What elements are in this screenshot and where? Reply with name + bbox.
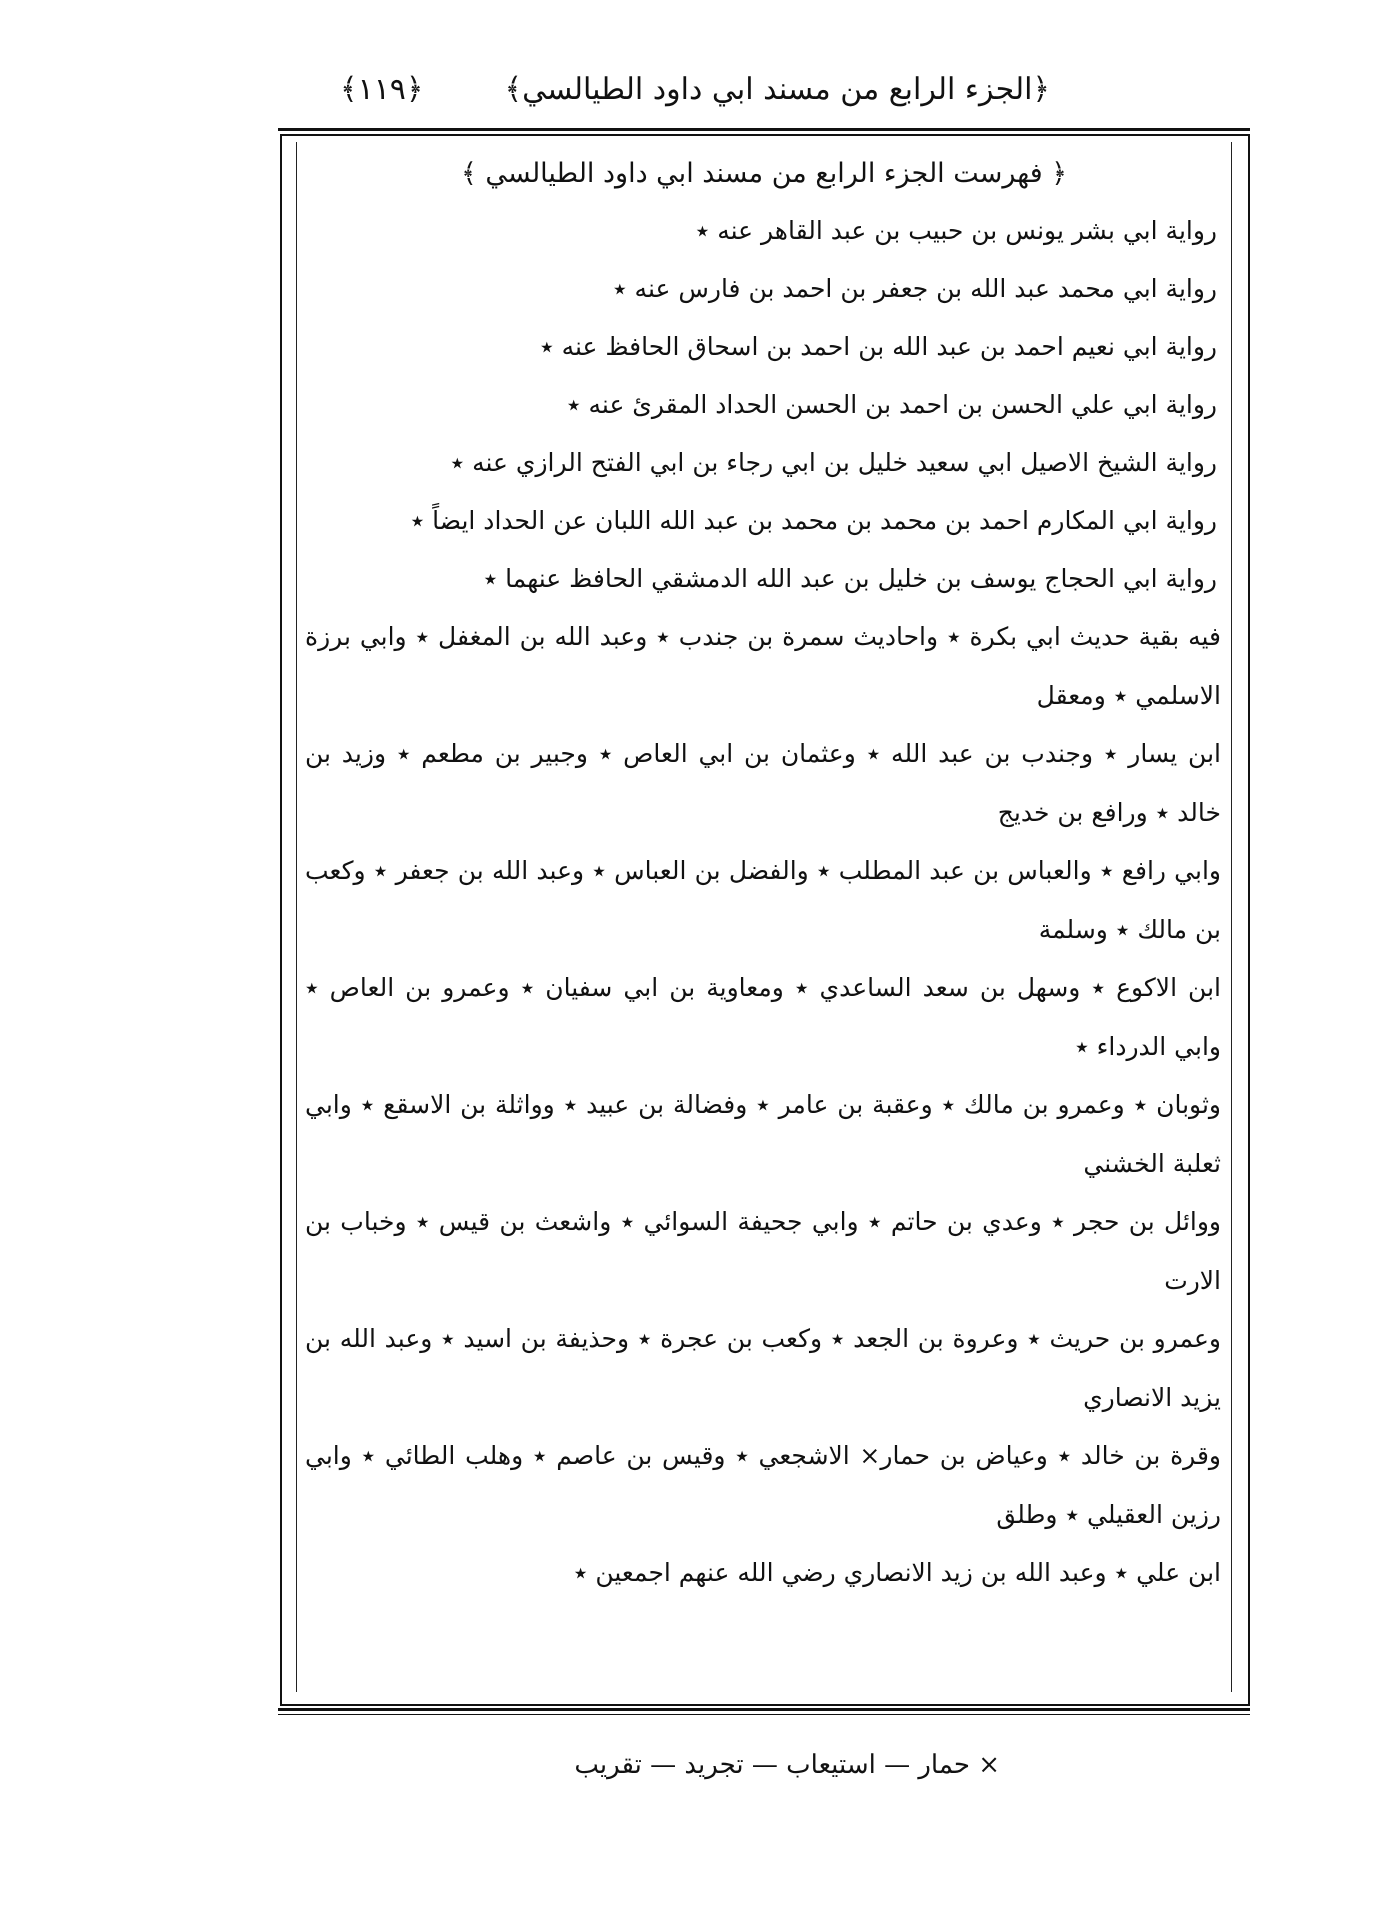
body-line: وقرة بن خالد ٭ وعياض بن حمار× الاشجعي ٭ وقيس بن عاصم ٭ وهلب الطائي ٭ وابي رزين العقيلي ٭ وطلق (305, 1441, 1221, 1529)
header-rule (278, 128, 1250, 131)
body-line: ووائل بن حجر ٭ وعدي بن حاتم ٭ وابي جحيفة السوائي ٭ واشعث بن قيس ٭ وخباب بن الارت (305, 1207, 1221, 1295)
riwaya-line: رواية ابي المكارم احمد بن محمد بن محمد بن عبد الله اللبان عن الحداد ايضاً ٭ (410, 506, 1217, 535)
body-line: وابي رافع ٭ والعباس بن عبد المطلب ٭ والفضل بن العباس ٭ وعبد الله بن جعفر ٭ وكعب بن مالك ٭ وسلمة (305, 856, 1221, 944)
riwaya-line: رواية ابي الحجاج يوسف بن خليل بن عبد الله الدمشقي الحافظ عنهما ٭ (483, 564, 1217, 593)
page-header (290, 72, 1050, 122)
riwaya-line: رواية الشيخ الاصيل ابي سعيد خليل بن ابي رجاء بن ابي الفتح الرازي عنه ٭ (450, 448, 1217, 477)
running-title: ﴿الجزء الرابع من مسند ابي داود الطيالسي﴾ (504, 72, 1050, 107)
index-title: ﴿ فهرست الجزء الرابع من مسند ابي داود الطيالسي ﴾ (460, 158, 1068, 189)
body-line: ابن علي ٭ وعبد الله بن زيد الانصاري رضي الله عنهم اجمعين ٭ (573, 1558, 1221, 1587)
body-line: ابن يسار ٭ وجندب بن عبد الله ٭ وعثمان بن ابي العاص ٭ وجبير بن مطعم ٭ وزيد بن خالد ٭ ورافع بن خديج (305, 739, 1221, 827)
page-number: ﴿١١٩﴾ (340, 72, 424, 107)
footnote: × حمار — استيعاب — تجريد — تقريب (574, 1750, 1000, 1780)
body-line: فيه بقية حديث ابي بكرة ٭ واحاديث سمرة بن جندب ٭ وعبد الله بن المغفل ٭ وابي برزة الاسلمي ٭ ومعقل (305, 622, 1221, 710)
riwaya-line: رواية ابي محمد عبد الله بن جعفر بن احمد بن فارس عنه ٭ (612, 274, 1217, 303)
index-content (305, 150, 1223, 1603)
riwaya-line: رواية ابي علي الحسن بن احمد بن الحسن الحداد المقرئ عنه ٭ (566, 390, 1217, 419)
riwaya-line: رواية ابي بشر يونس بن حبيب بن عبد القاهر عنه ٭ (695, 216, 1217, 245)
body-line: وثوبان ٭ وعمرو بن مالك ٭ وعقبة بن عامر ٭ وفضالة بن عبيد ٭ وواثلة بن الاسقع ٭ وابي ثعلبة الخشني (305, 1090, 1221, 1178)
body-line: ابن الاكوع ٭ وسهل بن سعد الساعدي ٭ ومعاوية بن ابي سفيان ٭ وعمرو بن العاص ٭ وابي الدرداء ٭ (305, 973, 1221, 1061)
riwaya-line: رواية ابي نعيم احمد بن عبد الله بن احمد بن اسحاق الحافظ عنه ٭ (540, 332, 1217, 361)
body-line: وعمرو بن حريث ٭ وعروة بن الجعد ٭ وكعب بن عجرة ٭ وحذيفة بن اسيد ٭ وعبد الله بن يزيد الانصاري (305, 1324, 1221, 1412)
footer-rule (278, 1708, 1250, 1711)
footer-rule-thin (278, 1714, 1250, 1715)
